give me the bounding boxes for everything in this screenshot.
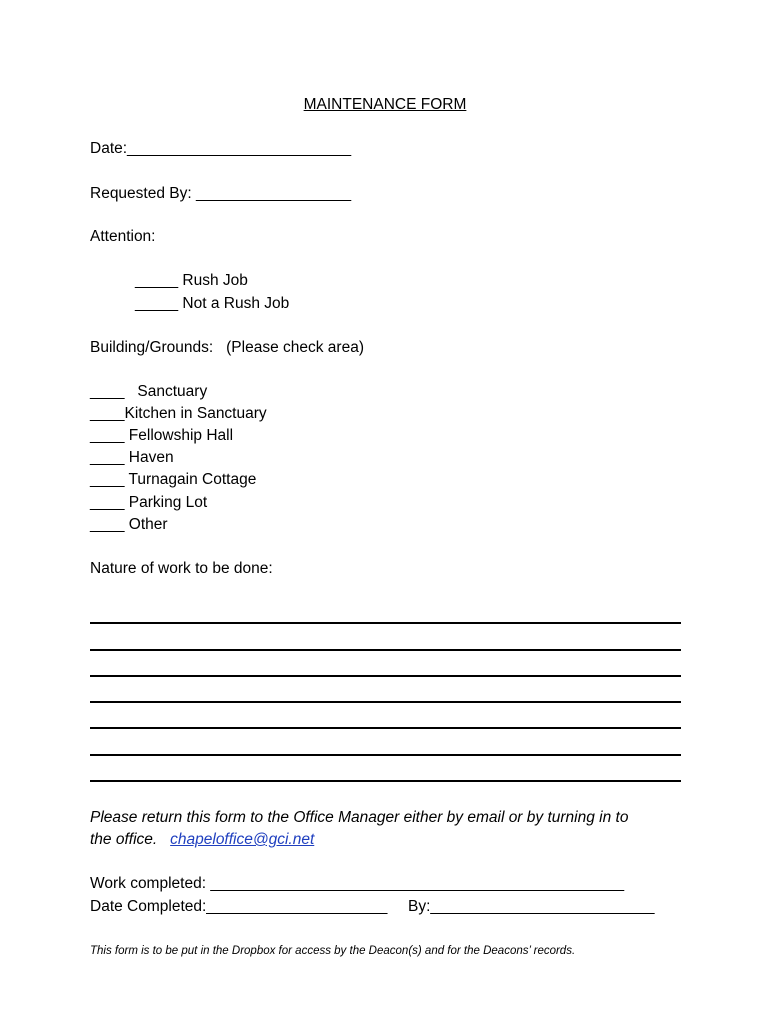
area-kitchen-option[interactable]: ____Kitchen in Sanctuary (90, 405, 267, 422)
work-description-line[interactable] (90, 754, 681, 756)
work-description-line[interactable] (90, 727, 681, 729)
area-parking-lot-option[interactable]: ____ Parking Lot (90, 494, 208, 511)
area-haven-option[interactable]: ____ Haven (90, 449, 174, 466)
completed-by-field[interactable]: By:__________________________ (408, 898, 655, 915)
work-description-line[interactable] (90, 649, 681, 651)
building-grounds-label: Building/Grounds: (Please check area) (90, 339, 364, 356)
area-turnagain-cottage-option[interactable]: ____ Turnagain Cottage (90, 471, 257, 488)
attention-label: Attention: (90, 228, 156, 245)
form-title: MAINTENANCE FORM (303, 96, 467, 113)
requested-by-field[interactable]: Requested By: __________________ (90, 185, 352, 202)
date-field[interactable]: Date:__________________________ (90, 140, 352, 157)
area-other-option[interactable]: ____ Other (90, 516, 168, 533)
rush-job-option[interactable]: _____ Rush Job (135, 272, 248, 289)
area-sanctuary-option[interactable]: ____ Sanctuary (90, 383, 208, 400)
return-instructions: Please return this form to the Office Manager either by email or by turning in to (90, 809, 629, 826)
not-rush-job-option[interactable]: _____ Not a Rush Job (135, 295, 290, 312)
office-email-link[interactable]: chapeloffice@gci.net (170, 831, 315, 848)
return-instructions-end: the office. (90, 831, 158, 848)
work-description-line[interactable] (90, 622, 681, 624)
area-fellowship-hall-option[interactable]: ____ Fellowship Hall (90, 427, 234, 444)
footer-note: This form is to be put in the Dropbox for access by the Deacon(s) and for the Deacons’ records. (90, 945, 576, 957)
work-description-line[interactable] (90, 701, 681, 703)
work-description-line[interactable] (90, 675, 681, 677)
work-completed-field[interactable]: Work completed: ________________________________________________ (90, 875, 625, 892)
date-completed-field[interactable]: Date Completed:_____________________ (90, 898, 388, 915)
return-instructions-cont (90, 830, 314, 850)
nature-of-work-label: Nature of work to be done: (90, 560, 273, 577)
work-description-line[interactable] (90, 780, 681, 782)
